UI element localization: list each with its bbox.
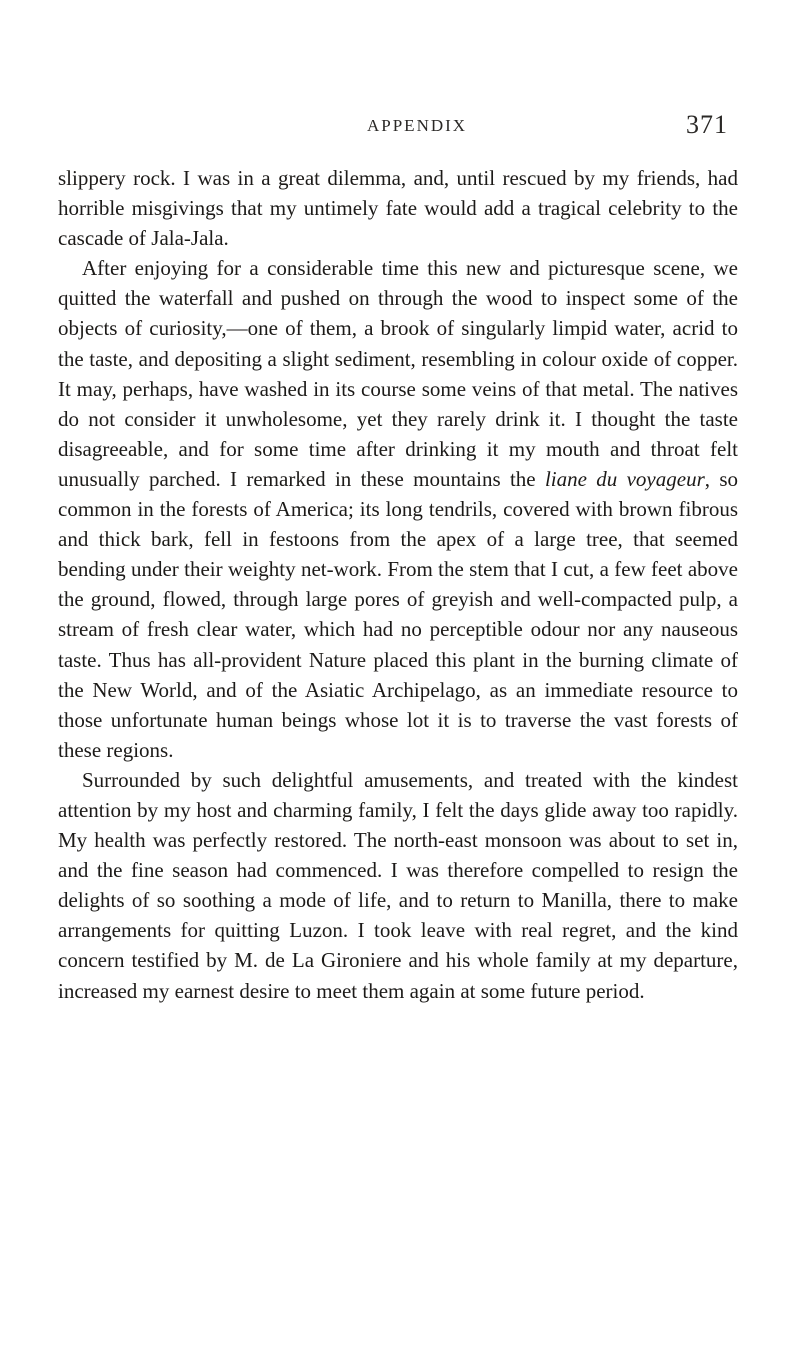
paragraph-2-text-b: , so common in the forests of America; its long tendrils, covered with brown fibrous and thick bark, fell in festoons from the apex of a large tree, that seemed bending under their weighty net-work. From the stem that I cut, a few feet above the ground, flowed, through large pores of greyish and well-compacted pulp, a stream of fresh clear water, which had no perceptible odour nor any nauseous taste. Thus has all-provident Nature placed this plant in the burning climate of the New World, and of the Asiatic Archipelago, as an immediate resource to those unfortunate human beings whose lot it is to traverse the vast forests of these regions. [58, 466, 739, 762]
paragraph-2-text-a: After enjoying for a considerable time this new and picturesque scene, we quitted the waterfall and pushed on through the wood to inspect some of the objects of curiosity,—one of them, a brook of singularly limpid water, acrid to the taste, and depositing a slight sediment, resembling in colour oxide of copper. It may, perhaps, have washed in its course some veins of that metal. The natives do not consider it unwholesome, yet they rarely drink it. I thought the taste disagreeable, and for some time after drinking it my mouth and throat felt unusually parched. I remarked in these mountains the [58, 256, 738, 491]
paragraph-3-text: Surrounded by such delightful amusements, and treated with the kindest attention by my host and charming family, I felt the days glide away too rapidly. My health was perfectly restored. The north-east monsoon was about to set in, and the fine season had commenced. I was therefore compelled to resign the delights of so soothing a mode of life, and to return to Manilla, there to make arrangements for quitting Luzon. I took leave with real regret, and the kind concern testified by M. de La Gironiere and his whole family at my departure, increased my earnest desire to meet them again at some future period. [58, 767, 738, 1003]
paragraph-1-text: slippery rock. I was in a great dilemma, and, until rescued by my friends, had horrible misgivings that my untimely fate would add a tragical celebrity to the cascade of Jala-Jala. [58, 166, 738, 251]
running-head: APPENDIX [367, 116, 468, 135]
page-number: 371 [686, 110, 728, 139]
paragraph-2 [58, 253, 738, 765]
page-header [0, 108, 800, 148]
paragraph-3 [58, 765, 738, 1006]
italic-term-liane: liane du voyageur [544, 466, 705, 491]
paragraph-1 [58, 163, 738, 253]
body-text [58, 163, 738, 1006]
